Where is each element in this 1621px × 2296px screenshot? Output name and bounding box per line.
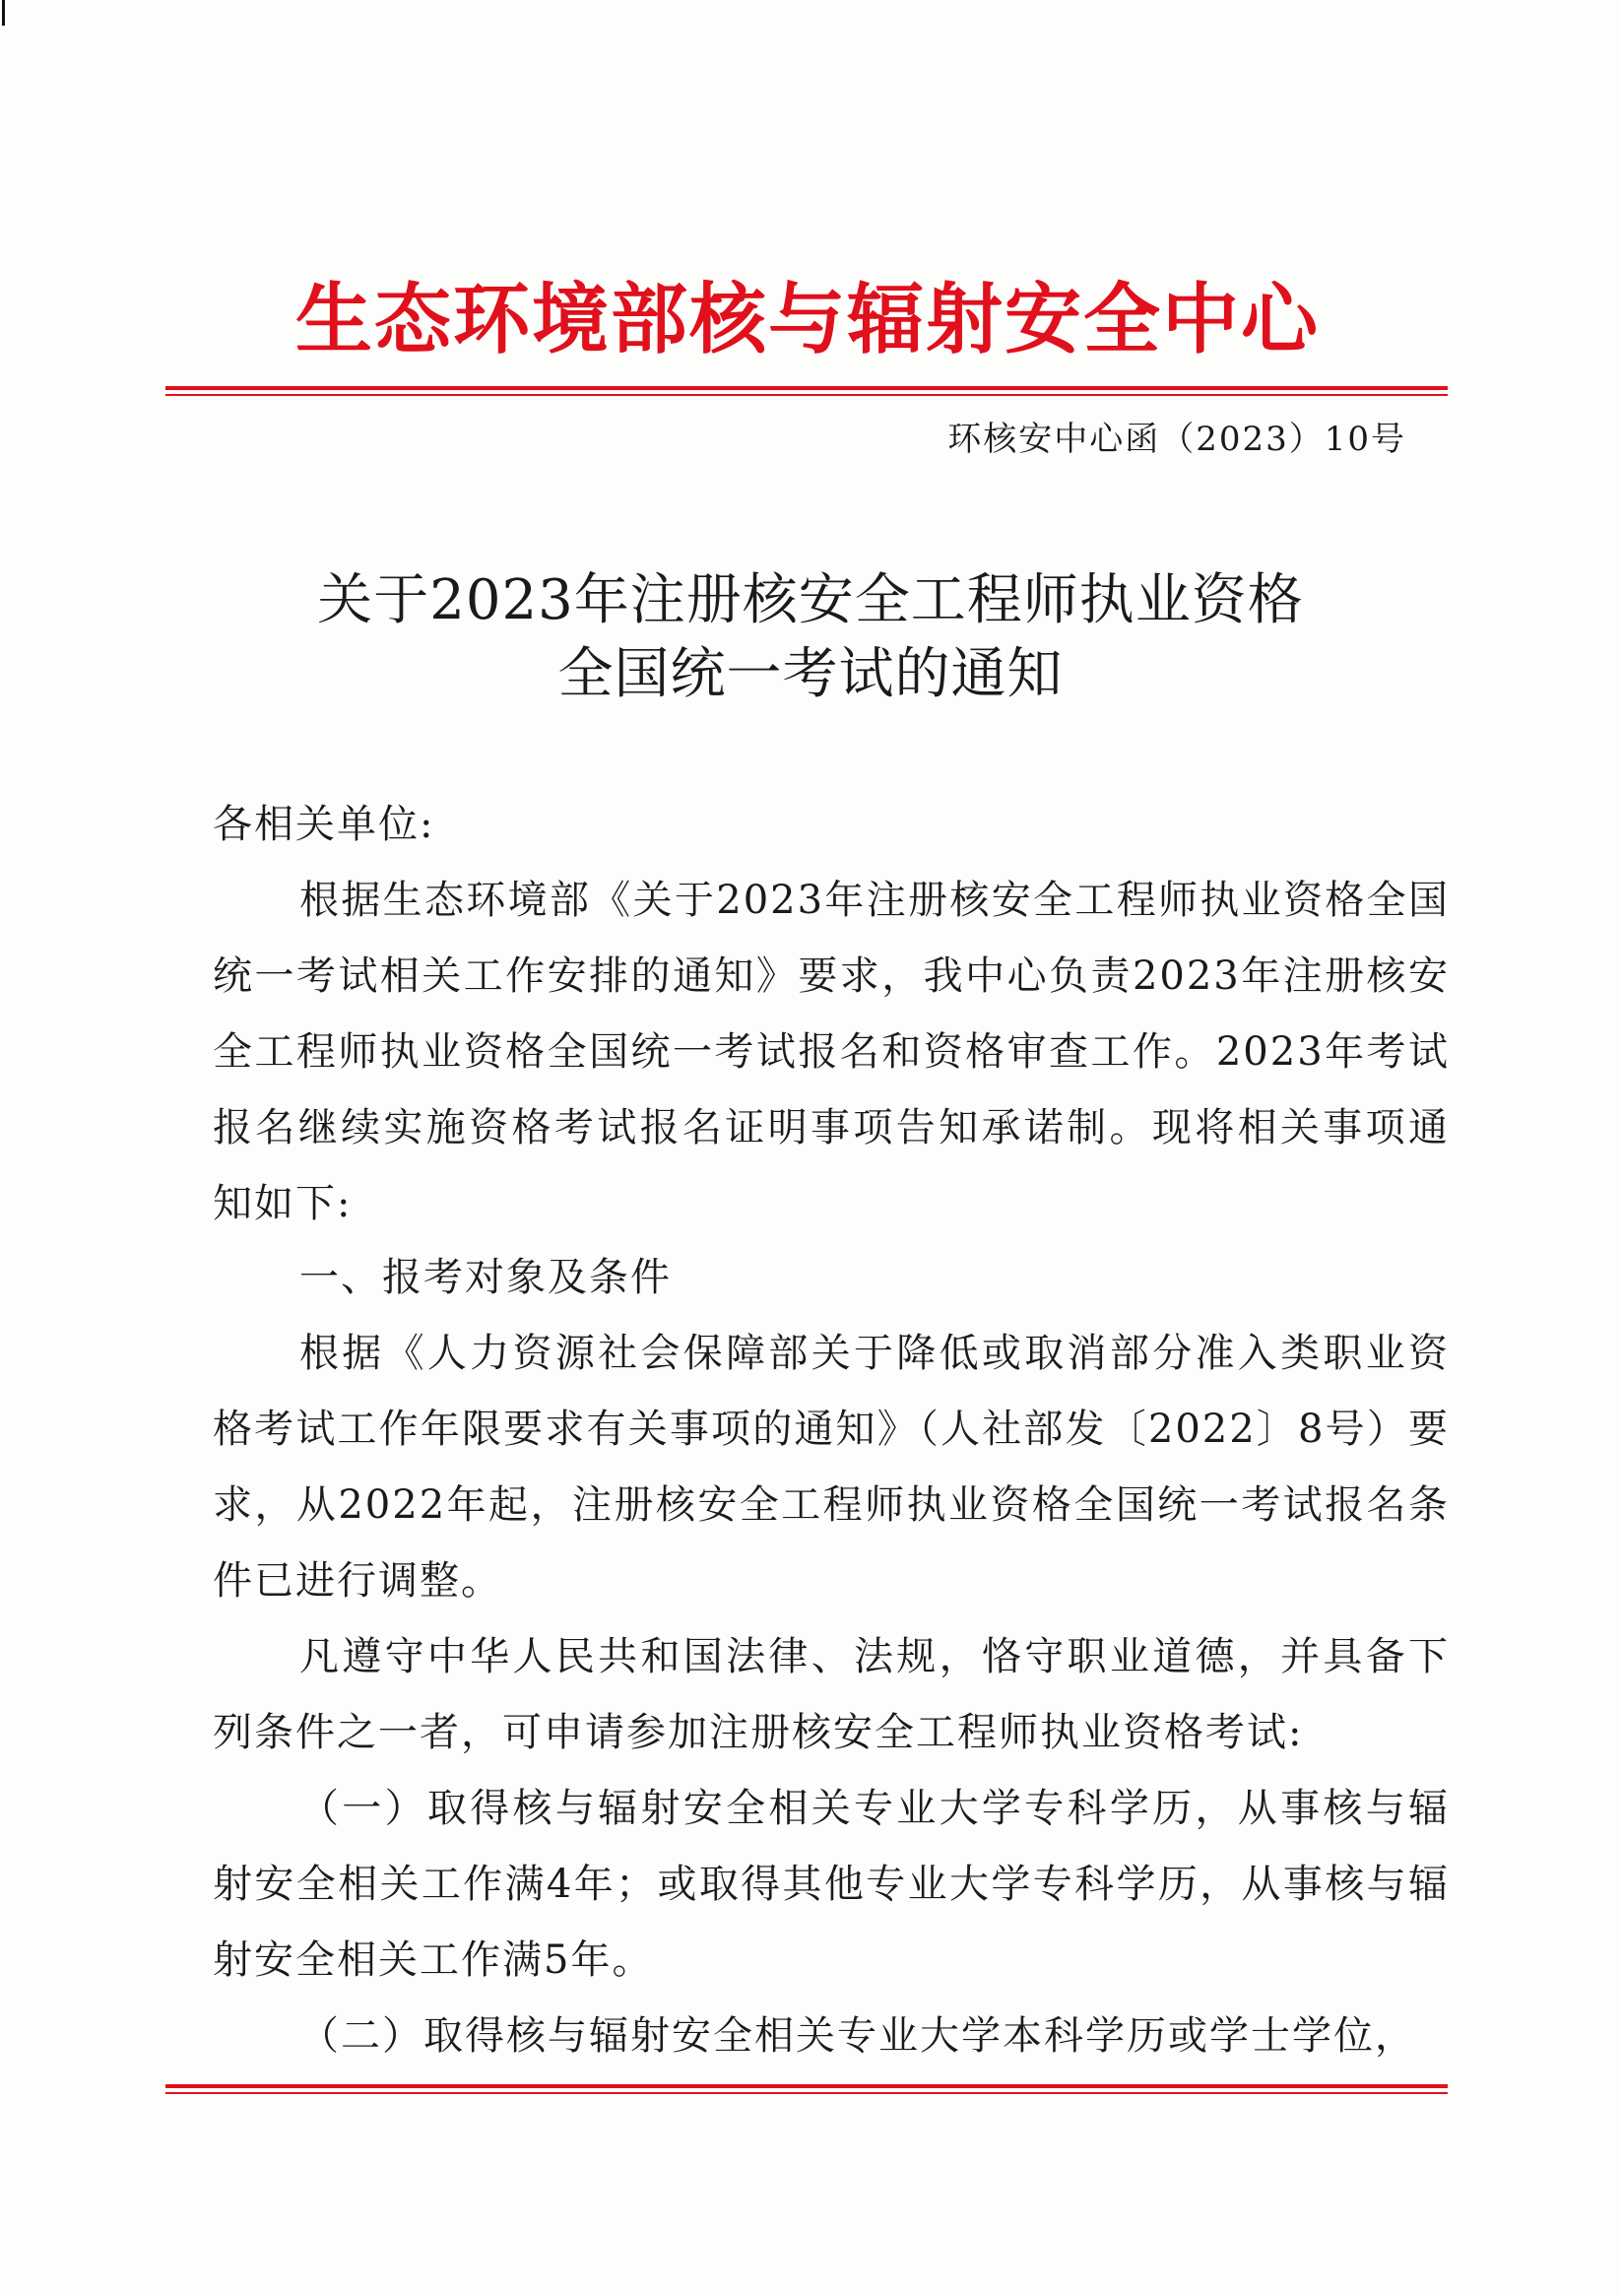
section1-paragraph-1: 根据《人力资源社会保障部关于降低或取消部分准入类职业资格考试工作年限要求有关事项的通知》（人社部发〔2022〕8号）要求，从2022年起，注册核安全工程师执业资格全国统一考试报名条件已进行调整。 bbox=[213, 1331, 1450, 1604]
section-heading-1: 一、报考对象及条件 bbox=[299, 1255, 672, 1300]
document-title-line-1: 关于2023年注册核安全工程师执业资格 bbox=[317, 568, 1304, 632]
header-red-rule bbox=[165, 386, 1448, 390]
footer-red-rule bbox=[165, 2084, 1448, 2088]
salutation: 各相关单位: bbox=[213, 802, 435, 847]
condition-1: （一）取得核与辐射安全相关专业大学专科学历，从事核与辐射安全相关工作满4年；或取得其他专业大学专科学历，从事核与辐射安全相关工作满5年。 bbox=[213, 1786, 1450, 1983]
intro-paragraph: 根据生态环境部《关于2023年注册核安全工程师执业资格全国统一考试相关工作安排的通知》要求，我中心负责2023年注册核安全工程师执业资格全国统一考试报名和资格审查工作。2023年考试报名继续实施资格考试报名证明事项告知承诺制。现将相关事项通知如下: bbox=[213, 878, 1450, 1226]
section1-paragraph-2: 凡遵守中华人民共和国法律、法规，恪守职业道德，并具备下列条件之一者，可申请参加注册核安全工程师执业资格考试: bbox=[213, 1634, 1450, 1755]
header-red-rule-thin bbox=[165, 394, 1448, 396]
condition-2: （二）取得核与辐射安全相关专业大学本科学历或学士学位， bbox=[299, 2013, 1416, 2059]
footer-red-rule-thin bbox=[165, 2092, 1448, 2094]
agency-name: 生态环境部核与辐射安全中心 bbox=[294, 276, 1320, 364]
document-title-line-2: 全国统一考试的通知 bbox=[557, 642, 1064, 706]
document-number: 环核安中心函（2023）10号 bbox=[947, 420, 1406, 459]
scan-edge-mark bbox=[2, 0, 5, 26]
